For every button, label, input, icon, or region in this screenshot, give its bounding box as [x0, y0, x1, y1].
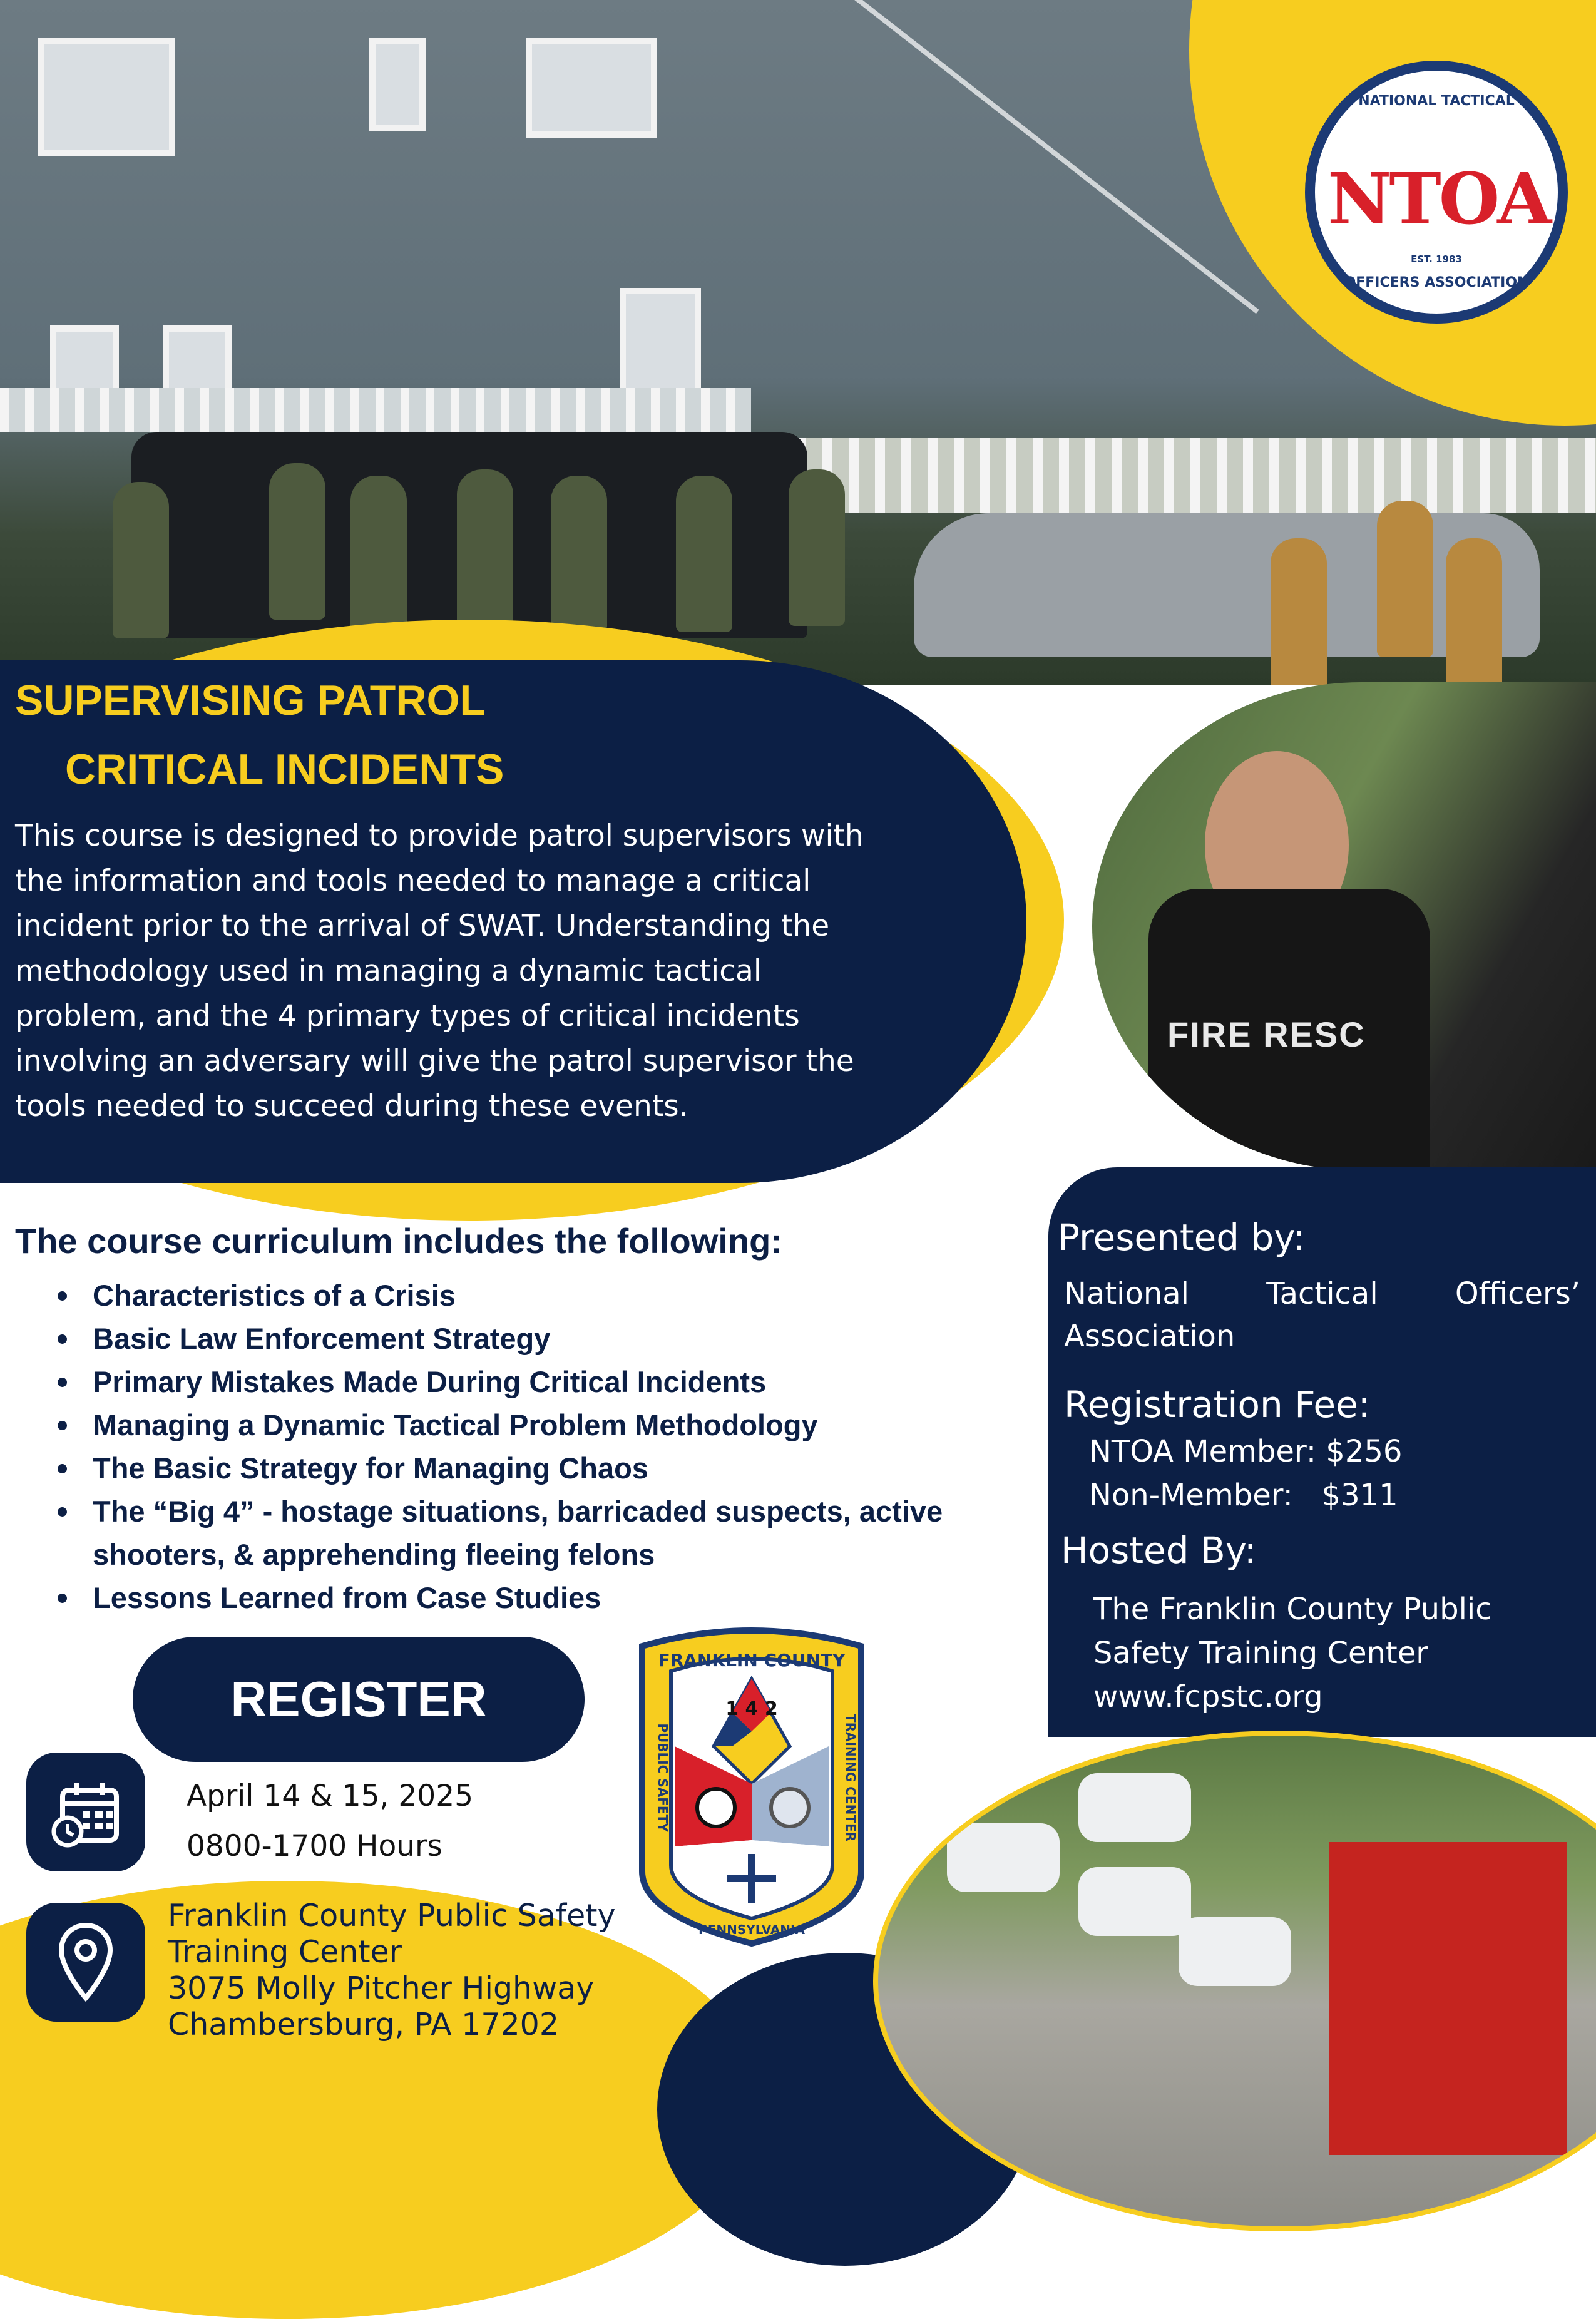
address-line1: Franklin County Public Safety	[168, 1898, 616, 1933]
calendar-icon	[51, 1779, 121, 1849]
address-line2: Training Center	[168, 1934, 402, 1970]
course-dates: April 14 & 15, 2025	[187, 1779, 473, 1813]
house-window	[38, 38, 175, 156]
address-line4: Chambersburg, PA 17202	[168, 2007, 560, 2042]
firefighter	[1377, 501, 1433, 657]
presented-word: Officers’	[1455, 1276, 1580, 1311]
police-car	[1078, 1867, 1191, 1936]
officer	[269, 463, 325, 620]
firefighter-photo	[1092, 682, 1596, 1170]
schedule	[187, 1771, 473, 1871]
presented-line1	[1064, 1272, 1580, 1315]
house-window	[369, 38, 426, 131]
fee-heading: Registration Fee:	[1064, 1383, 1371, 1426]
franklin-county-patch	[633, 1621, 870, 1947]
firefighter	[1446, 538, 1502, 685]
fee-nonmember: Non-Member: $311	[1089, 1478, 1398, 1513]
logo-acronym: NTOA	[1327, 158, 1550, 240]
house-window	[526, 38, 657, 138]
white-fence	[770, 438, 1596, 513]
curriculum-item: The Basic Strategy for Managing Chaos	[50, 1446, 994, 1490]
course-title-line1: SUPERVISING PATROL	[15, 677, 486, 724]
curriculum-item: Lessons Learned from Case Studies	[50, 1576, 994, 1619]
officer	[789, 469, 845, 626]
course-hours: 0800-1700 Hours	[187, 1829, 442, 1863]
police-car	[947, 1823, 1060, 1892]
hosted-line1: The Franklin County Public	[1093, 1592, 1492, 1627]
officer	[350, 476, 407, 632]
presented-line2: Association	[1064, 1319, 1235, 1354]
hosted-url[interactable]: www.fcpstc.org	[1093, 1679, 1323, 1714]
presented-heading: Presented by:	[1058, 1216, 1306, 1259]
fire-engine	[1329, 1842, 1567, 2155]
info-panel	[1048, 1167, 1596, 1737]
presented-word: National	[1064, 1276, 1190, 1311]
presented-word: Tactical	[1266, 1276, 1378, 1311]
officer	[457, 469, 513, 626]
hosted-heading: Hosted By:	[1061, 1529, 1257, 1572]
officer	[551, 476, 607, 632]
curriculum-item: Characteristics of a Crisis	[50, 1274, 994, 1317]
location-icon-box	[26, 1903, 145, 2022]
vest-label: FIRE RESC	[1167, 1015, 1366, 1054]
curriculum-item: Managing a Dynamic Tactical Problem Methodology	[50, 1403, 994, 1446]
curriculum-item: The “Big 4” - hostage situations, barricaded suspects, active shooters, & apprehending fleeing felons	[50, 1490, 994, 1576]
curriculum-item: Primary Mistakes Made During Critical Incidents	[50, 1360, 994, 1403]
curriculum-heading: The course curriculum includes the following:	[15, 1221, 782, 1261]
patch-hazard-text: 1 4 2	[725, 1698, 778, 1720]
course-description: This course is designed to provide patrol supervisors with the information and tools needed to manage a critical incident prior to the arrival of SWAT. Understanding the methodology used in managing a dynamic tactical problem, and the 4 primary types of critical incidents involving an adversary will give the patrol supervisor the tools needed to succeed during these events.	[15, 819, 864, 1124]
ntoa-eagle-logo	[1305, 61, 1568, 324]
officer	[676, 476, 732, 632]
address-line3: 3075 Molly Pitcher Highway	[168, 1970, 595, 2006]
curriculum-item: Basic Law Enforcement Strategy	[50, 1317, 994, 1360]
hosted-line2: Safety Training Center	[1093, 1636, 1429, 1671]
white-fence	[0, 388, 751, 432]
patch-right-text: TRAINING CENTER	[843, 1713, 858, 1842]
patch-bottom-text: PENNSYLVANIA	[698, 1922, 805, 1937]
course-title-line2: CRITICAL INCIDENTS	[65, 745, 504, 793]
officer	[113, 482, 169, 638]
logo-est: EST. 1983	[1411, 253, 1462, 265]
fee-member: NTOA Member: $256	[1089, 1434, 1403, 1469]
calendar-icon-box	[26, 1753, 145, 1871]
house-window	[50, 325, 119, 394]
police-car	[1179, 1917, 1291, 1986]
logo-ring-bottom: OFFICERS ASSOCIATION	[1344, 275, 1529, 290]
register-button[interactable]: REGISTER	[133, 1637, 585, 1762]
curriculum-list	[50, 1274, 994, 1619]
firefighter	[1271, 538, 1327, 685]
house-window	[163, 325, 232, 394]
logo-ring-top: NATIONAL TACTICAL	[1358, 93, 1515, 109]
location-address	[168, 1898, 616, 2043]
location-pin-icon	[59, 1923, 113, 2002]
patch-top-text: FRANKLIN COUNTY	[658, 1650, 846, 1671]
police-car	[1078, 1773, 1191, 1842]
house-window	[620, 288, 701, 394]
patch-left-text: PUBLIC SAFETY	[655, 1723, 670, 1832]
